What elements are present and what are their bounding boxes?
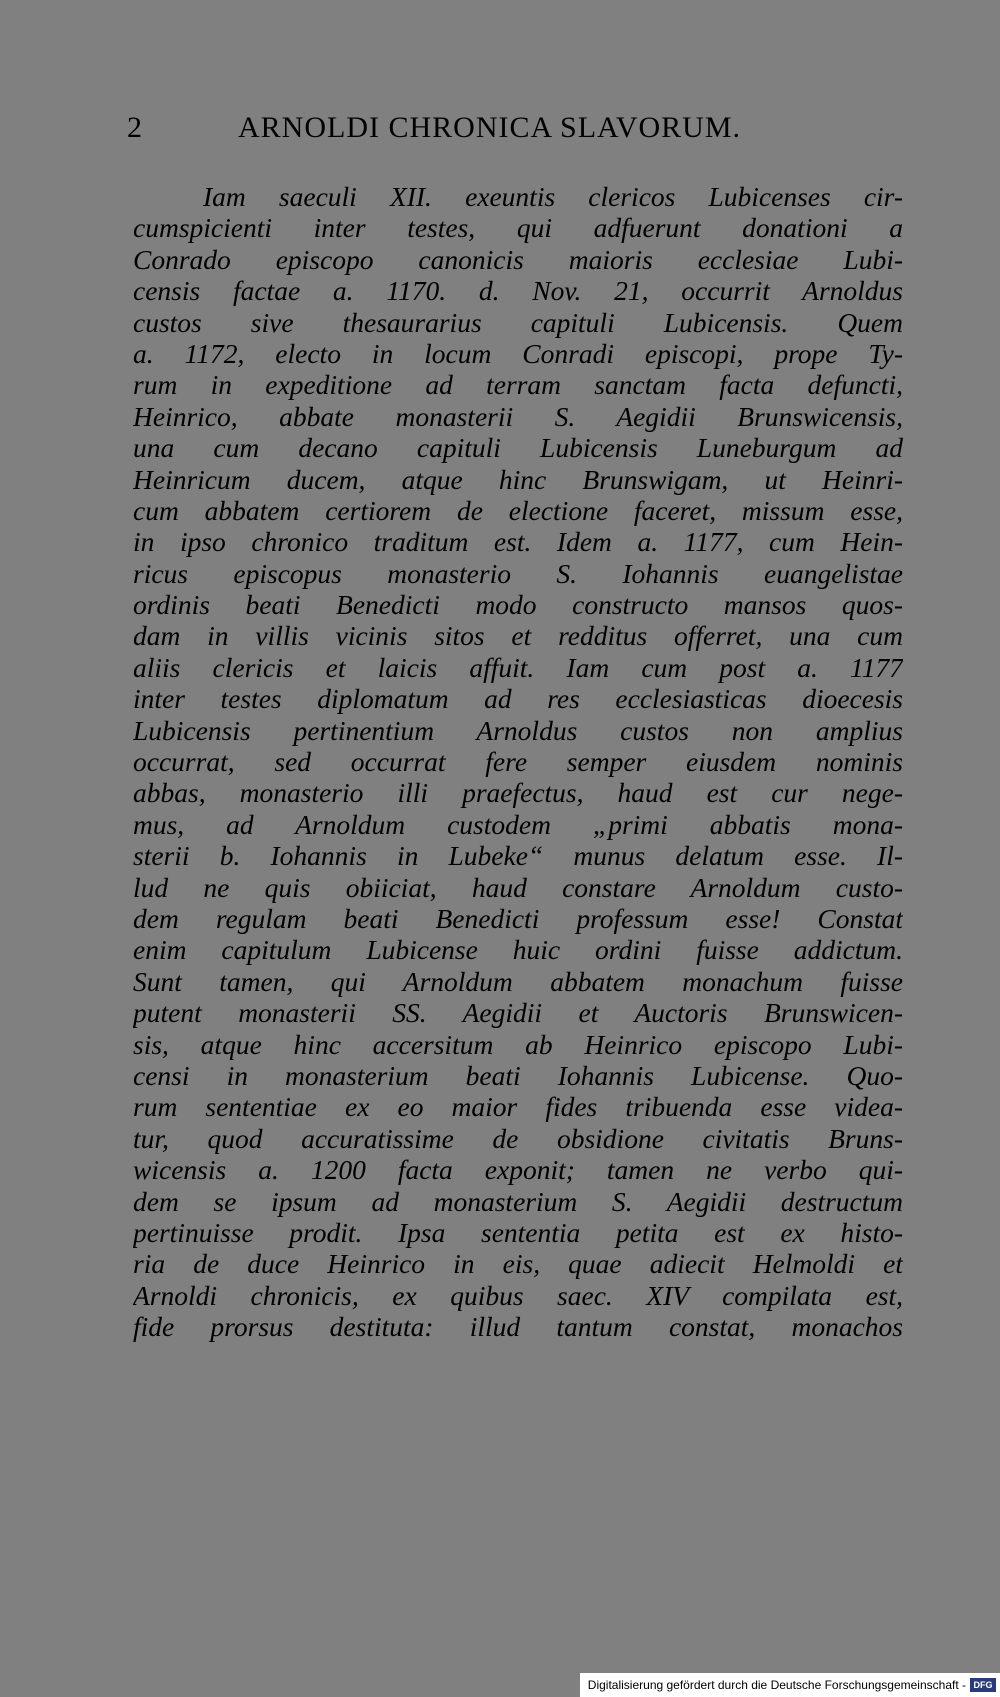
text-line: rum sententiae ex eo maior fides tribuenda esse videa- [133, 1091, 903, 1123]
running-head: ARNOLDI CHRONICA SLAVORUM. [238, 111, 741, 144]
text-line: aliis clericis et laicis affuit. Iam cum post a. 1177 [133, 651, 903, 683]
text-line: ria de duce Heinrico in eis, quae adiecit Helmoldi et [133, 1248, 903, 1280]
text-line: fide prorsus destituta: illud tantum constat, monachos [133, 1311, 903, 1343]
text-line: in ipso chronico traditum est. Idem a. 1177, cum Hein- [133, 526, 903, 558]
text-line: putent monasterii SS. Aegidii et Auctoris Brunswicen- [133, 997, 903, 1029]
text-line: Iam saeculi XII. exeuntis clericos Lubicenses cir- [203, 181, 903, 212]
page-number: 2 [127, 111, 142, 144]
text-line: tur, quod accuratissime de obsidione civitatis Bruns- [133, 1122, 903, 1154]
text-line: censi in monasterium beati Iohannis Lubicense. Quo- [133, 1059, 903, 1091]
text-line: wicensis a. 1200 facta exponit; tamen ne verbo qui- [133, 1154, 903, 1186]
text-line: Conrado episcopo canonicis maioris ecclesiae Lubi- [133, 243, 903, 275]
text-line: dem se ipsum ad monasterium S. Aegidii destructum [133, 1185, 903, 1217]
body-text [133, 181, 903, 1342]
text-line: Sunt tamen, qui Arnoldum abbatem monachum fuisse [133, 965, 903, 997]
digitization-credit: Digitalisierung gefördert durch die Deutsche Forschungsgemeinschaft - [587, 1678, 966, 1692]
text-line: censis factae a. 1170. d. Nov. 21, occurrit Arnoldus [133, 275, 903, 307]
text-line: sis, atque hinc accersitum ab Heinrico episcopo Lubi- [133, 1028, 903, 1060]
text-line: Heinricum ducem, atque hinc Brunswigam, ut Heinri- [133, 463, 903, 495]
text-line: dem regulam beati Benedicti professum esse! Constat [133, 902, 903, 934]
text-line: rum in expeditione ad terram sanctam facta defuncti, [133, 369, 903, 401]
text-line: enim capitulum Lubicense huic ordini fuisse addictum. [133, 934, 903, 966]
text-line: pertinuisse prodit. Ipsa sententia petita est ex histo- [133, 1216, 903, 1248]
text-line: sterii b. Iohannis in Lubeke“ munus delatum esse. Il- [133, 840, 903, 872]
text-line: dam in villis vicinis sitos et redditus offerret, una cum [133, 620, 903, 652]
text-line: custos sive thesaurarius capituli Lubicensis. Quem [133, 306, 903, 338]
text-line: cum abbatem certiorem de electione faceret, missum esse, [133, 494, 903, 526]
text-line: Heinrico, abbate monasterii S. Aegidii Brunswicensis, [133, 400, 903, 432]
text-line: abbas, monasterio illi praefectus, haud est cur nege- [133, 777, 903, 809]
digitization-credit-bar [580, 1673, 1000, 1697]
text-line: lud ne quis obiiciat, haud constare Arnoldum custo- [133, 871, 903, 903]
text-line: mus, ad Arnoldum custodem „primi abbatis mona- [133, 808, 903, 840]
text-line: a. 1172, electo in locum Conradi episcopi, prope Ty- [133, 337, 903, 369]
text-line: una cum decano capituli Lubicensis Luneburgum ad [133, 432, 903, 464]
text-line: Lubicensis pertinentium Arnoldus custos non amplius [133, 714, 903, 746]
text-line: occurrat, sed occurrat fere semper eiusdem nominis [133, 746, 903, 778]
text-line: Arnoldi chronicis, ex quibus saec. XIV compilata est, [133, 1279, 903, 1311]
text-line: ricus episcopus monasterio S. Iohannis euangelistae [133, 557, 903, 589]
text-line: ordinis beati Benedicti modo constructo mansos quos- [133, 589, 903, 621]
text-line: inter testes diplomatum ad res ecclesiasticas dioecesis [133, 683, 903, 715]
text-line: cumspicienti inter testes, qui adfuerunt donationi a [133, 212, 903, 244]
dfg-logo-icon: DFG [970, 1678, 996, 1692]
